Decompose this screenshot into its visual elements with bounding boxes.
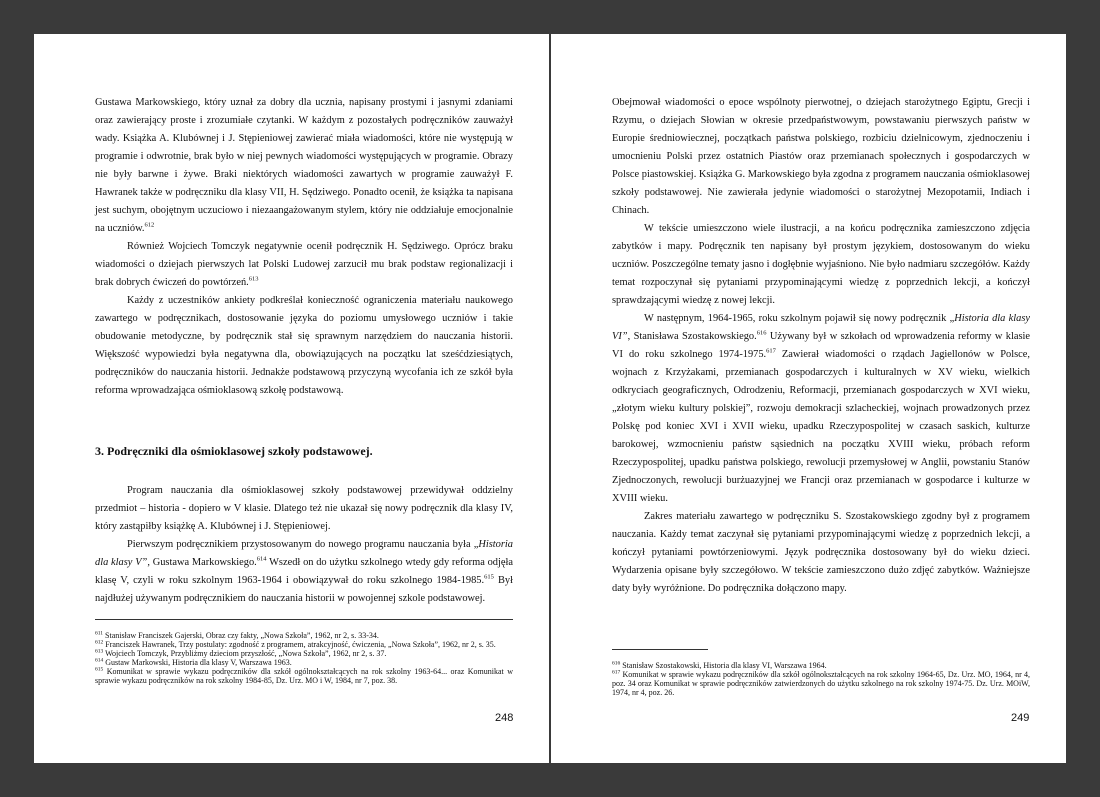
footnote-text: Komunikat w sprawie wykazu podręczników dla szkół ogólnokształcących na rok szkolny 1963-64... oraz Komunikat w sprawie wykazu podręczników na rok szkolny 1984-85, Dz. Urz. MO i W, 1984, nr 7, poz. 38.: [95, 667, 513, 685]
footnote-ref[interactable]: 612: [144, 221, 155, 229]
footnote: [95, 649, 513, 658]
paragraph: Zakres materiału zawartego w podręczniku S. Szostakowskiego zgodny był z programem nauczania. Każdy temat zaczynał się pytaniami przypominającymi wiedzę z poprzednich lekcji, a kończył pytaniami powtórzeniowymi. Język podręcznika dostosowany był do wieku dzieci. Wydarzenia opisane były szczegółowo. W tekście zamieszczono dużo zdjęć zabytków. Ważniejsze daty były wyróżnione. Do podręcznika dołączono mapy.: [612, 511, 1030, 594]
footnote: [95, 667, 513, 685]
footnote-number: 615: [95, 666, 104, 673]
footnote-text: Gustaw Markowski, Historia dla klasy V, Warszawa 1963.: [103, 658, 292, 667]
paragraph-text: Był najdłużej używanym podręcznikiem do nauczania historii w powojennej szkole podstawowej.: [95, 575, 513, 604]
paragraph: [612, 310, 1030, 508]
footnote-ref[interactable]: 617: [766, 347, 776, 355]
book-title: Historia dla klasy VI”: [612, 313, 1030, 342]
right-footnotes: [612, 661, 1030, 697]
paragraph: Obejmował wiadomości o epoce wspólnoty pierwotnej, o dziejach starożytnego Egiptu, Grecji i Rzymu, o dziejach Słowian w okresie przedpaństwowym, powstawaniu pierwszych państw w Europie średniowiecznej, początkach państwa polskiego, rozbiciu dzielnicowym, zjednoczeniu i umocnieniu Polski przez ostatnich Piastów oraz przemianach społecznych i gospodarczych w Polsce piastowskiej. Książka G. Markowskiego była zgodna z programem nauczania ośmioklasowej szkoły podstawowej. Nie zawierała jedynie wiadomości o starożytnej Mezopotamii, Indiach i Chinach.: [612, 97, 1030, 216]
paragraph-text: Gustawa Markowskiego, który uznał za dobry dla ucznia, napisany prostymi i jasnymi zdaniami oraz zawierający proste i zrozumiałe czytanki. W każdym z pozostałych podręczników zauważył wady. Książka A. Klubównej i J. Stępieniowej zawierać miała wiadomości, które nie występują w programie i odwrotnie, brak było w niej pewnych wiadomości występujących w programie. Obrazy nie były barwne i żywe. Braki niektórych wiadomości zawartych w programie zauważył F. Hawranek także w podręczniku dla klasy VII, H. Sędziwego. Ponadto ocenił, że książka ta napisana jest suchym, obojętnym uczuciowo i niezaangażowanym stylem, który nie oddziałuje emocjonalnie na uczniów.: [95, 97, 513, 234]
paragraph: Każdy z uczestników ankiety podkreślał konieczność ograniczenia materiału naukowego zawartego w podręcznikach, dostosowanie języka do poziomu umysłowego uczniów i takie obudowanie metodyczne, by podręcznik stał się sprawnym narzędziem do nauczania historii. Większość wypowiedzi była negatywna dla, obowiązujących na początku lat sześćdziesiątych, podręczników do nauczania historii. Jednakże podstawową przyczyną wycofania ich ze szkół była reforma wprowadzająca ośmioklasową szkołę podstawową.: [95, 295, 513, 396]
page-number: 248: [495, 712, 514, 724]
footnote-separator: [612, 649, 708, 650]
footnote-number: 612: [95, 639, 104, 646]
page-number: 249: [1011, 712, 1030, 724]
footnote-ref[interactable]: 613: [248, 275, 259, 283]
footnote-number: 617: [612, 669, 621, 676]
footnote-separator: [95, 619, 513, 620]
footnote-ref[interactable]: 615: [484, 573, 494, 581]
paragraph-text: , Stanisława Szostakowskiego.: [627, 331, 757, 342]
footnote-number: 616: [612, 660, 621, 667]
footnote: [612, 661, 1030, 670]
left-page: [34, 34, 549, 763]
footnote: [95, 658, 513, 667]
paragraph: Program nauczania dla ośmioklasowej szkoły podstawowej przewidywał oddzielny przedmiot – historia - dopiero w V klasie. Dlatego też nie ukazał się nowy podręcznik dla klasy IV, który zastąpiłby książkę A. Klubównej i J. Stępieniowej.: [95, 485, 513, 532]
right-page: [551, 34, 1066, 763]
paragraph-text: W następnym, 1964-1965, roku szkolnym pojawił się nowy podręcznik „: [644, 313, 955, 324]
left-footnotes: [95, 631, 513, 685]
footnote-ref[interactable]: 614: [256, 555, 267, 563]
paragraph-text: Zawierał wiadomości o rządach Jagiellonów w Polsce, wojnach z Krzyżakami, przemianach gospodarczych i kulturalnych w XV wieku, wielkich odkryciach geograficznych, Odrodzeniu, Reformacji, przemianach gospodarczych w XVI wieku, „złotym wieku kultury polskiej”, rozwoju demokracji szlacheckiej, wojnach prowadzonych przez Polskę pod koniec XVI i XVII wieku, upadku Rzeczypospolitej w czasach saskich, kulturze barokowej, wzmocnieniu państw sąsiednich na początku XVIII wieku, próbach reform Rzeczypospolitej, upadku państwa polskiego, rewolucji przemysłowej w Anglii, powstaniu Stanów Zjednoczonych, rewolucji burżuazyjnej we Francji oraz przemianach w gospodarce i kulturze w XVIII wieku.: [612, 349, 1030, 504]
paragraph: W tekście umieszczono wiele ilustracji, a na końcu podręcznika zamieszczono zdjęcia zabytków i mapy. Podręcznik ten napisany był prostym językiem, dostosowanym do wieku uczniów. Poszczególne tematy jasno i dogłębnie wyjaśniono. Nie było nadmiaru szczegółów. Każdy temat rozpoczynał się pytaniami przypominającymi wiedzę z poprzednich lekcji, a kończył sprawdzającymi wiedzę z nowej lekcji.: [612, 223, 1030, 306]
paragraph-text: Pierwszym podręcznikiem przystosowanym do nowego programu nauczania była „: [127, 539, 479, 550]
paragraph: [95, 238, 513, 292]
footnote-number: 614: [95, 657, 104, 664]
footnote-text: Stanisław Szostakowski, Historia dla klasy VI, Warszawa 1964.: [620, 661, 827, 670]
paragraph: [95, 536, 513, 608]
paragraph-text: Używany był w szkołach od wprowadzenia reformy w klasie VI do roku szkolnego 1974-1975.: [612, 331, 1030, 360]
paragraph: [95, 94, 513, 238]
footnote-text: Komunikat w sprawie wykazu podręczników dla szkół ogólnokształcących na rok szkolny 1964-65, Dz. Urz. MO, 1964, nr 4, poz. 34 oraz Komunikat w sprawie podręczników zatwierdzonych do użytku szkolnego na rok szkolny 1974-75. Dz. Urz. MOiW, 1974, nr 4, poz. 26.: [612, 670, 1030, 697]
left-body-text: [95, 94, 513, 608]
section-heading: 3. Podręczniki dla ośmioklasowej szkoły podstawowej.: [95, 444, 373, 458]
footnote: [612, 670, 1030, 697]
footnote: [95, 640, 513, 649]
paragraph-text: Wszedł on do użytku szkolnego wtedy gdy reforma odjęła klasę V, czyli w roku szkolnym 1963-1964 i obowiązywał do roku szkolnego 1984-1985.: [95, 557, 513, 586]
footnote-text: Franciszek Hawranek, Trzy postulaty: zgodność z programem, atrakcyjność, ćwiczenia, „Nowa Szkoła”, 1962, nr 2, s. 35.: [103, 640, 496, 649]
footnote-text: Wojciech Tomczyk, Przybliżmy dzieciom przyszłość, „Nowa Szkoła”, 1962, nr 2, s. 37.: [103, 649, 387, 658]
footnote: [95, 631, 513, 640]
footnote-text: Stanisław Franciszek Gajerski, Obraz czy fakty, „Nowa Szkoła”, 1962, nr 2, s. 33-34.: [103, 631, 379, 640]
footnote-ref[interactable]: 616: [756, 329, 767, 337]
book-title: Historia dla klasy V”: [95, 539, 513, 568]
paragraph-text: , Gustawa Markowskiego.: [147, 557, 257, 568]
right-body-text: [612, 94, 1030, 598]
footnote-number: 613: [95, 648, 104, 655]
paragraph-text: Również Wojciech Tomczyk negatywnie ocenił podręcznik H. Sędziwego. Oprócz braku wiadomości o dziejach pierwszych lat Polski Ludowej zarzucił mu brak podstaw regionalizacji i brak dobrych ćwiczeń do powtórzeń.: [95, 241, 513, 288]
footnote-number: 611: [95, 630, 104, 637]
